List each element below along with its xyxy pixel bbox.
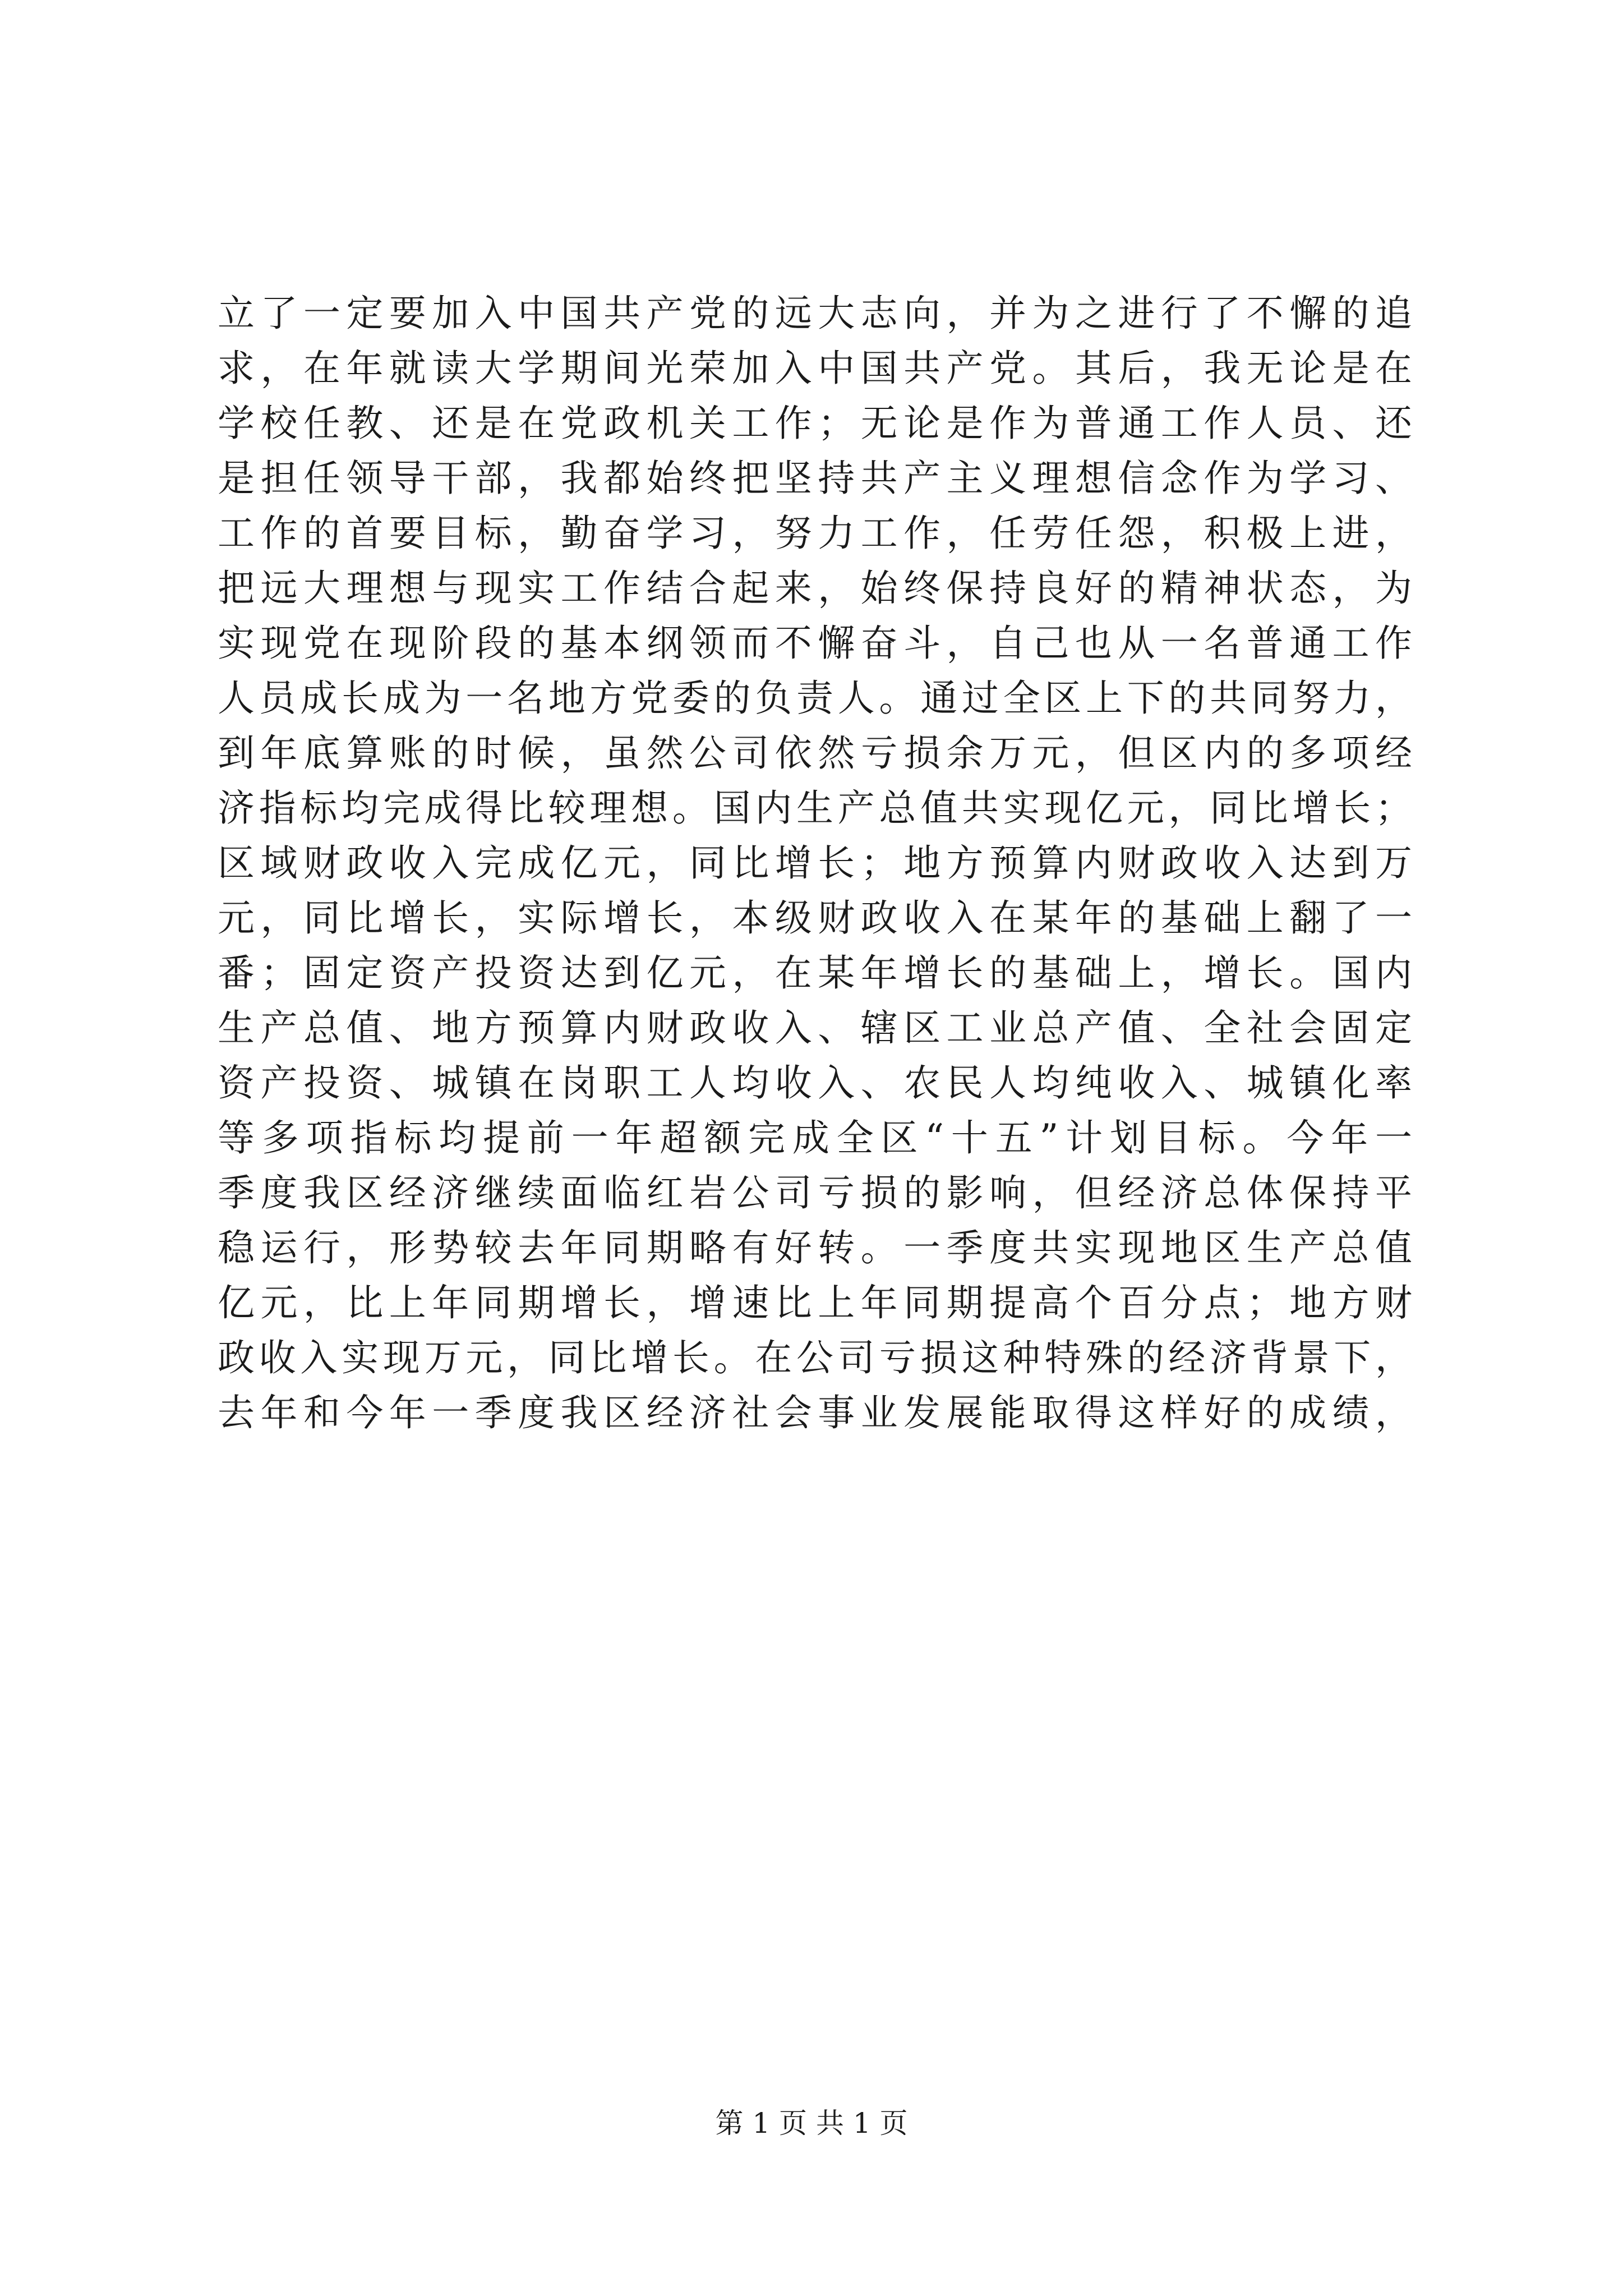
text-line: 济指标均完成得比较理想。国内生产总值共实现亿元，同比增长； xyxy=(218,786,1412,830)
text-line: 到年底算账的时候，虽然公司依然亏损余万元，但区内的多项经 xyxy=(218,731,1412,775)
text-line: 资产投资、城镇在岗职工人均收入、农民人均纯收入、城镇化率 xyxy=(218,1061,1412,1105)
body-text xyxy=(218,286,1412,1441)
text-line: 是担任领导干部，我都始终把坚持共产主义理想信念作为学习、 xyxy=(218,457,1412,500)
text-line: 求，在年就读大学期间光荣加入中国共产党。其后，我无论是在 xyxy=(218,347,1412,390)
page-footer xyxy=(0,2101,1623,2141)
text-line: 人员成长成为一名地方党委的负责人。通过全区上下的共同努力， xyxy=(218,677,1412,720)
text-line: 元，同比增长，实际增长，本级财政收入在某年的基础上翻了一 xyxy=(218,896,1412,940)
page-number-label: 第 1 页 共 1 页 xyxy=(715,2107,908,2139)
text-line: 季度我区经济继续面临红岩公司亏损的影响，但经济总体保持平 xyxy=(218,1171,1412,1214)
text-line: 学校任教、还是在党政机关工作；无论是作为普通工作人员、还 xyxy=(218,402,1412,445)
text-line: 工作的首要目标，勤奋学习，努力工作，任劳任怨，积极上进， xyxy=(218,512,1412,555)
text-line: 稳运行，形势较去年同期略有好转。一季度共实现地区生产总值 xyxy=(218,1226,1412,1269)
text-line: 区域财政收入完成亿元，同比增长；地方预算内财政收入达到万 xyxy=(218,841,1412,885)
text-line: 等多项指标均提前一年超额完成全区“十五”计划目标。今年一 xyxy=(218,1116,1412,1159)
text-line: 去年和今年一季度我区经济社会事业发展能取得这样好的成绩， xyxy=(218,1391,1412,1434)
text-line: 立了一定要加入中国共产党的远大志向，并为之进行了不懈的追 xyxy=(218,292,1412,335)
text-line: 实现党在现阶段的基本纲领而不懈奋斗，自己也从一名普通工作 xyxy=(218,622,1412,665)
text-line: 生产总值、地方预算内财政收入、辖区工业总产值、全社会固定 xyxy=(218,1006,1412,1050)
text-line: 把远大理想与现实工作结合起来，始终保持良好的精神状态，为 xyxy=(218,567,1412,610)
text-line: 番；固定资产投资达到亿元，在某年增长的基础上，增长。国内 xyxy=(218,951,1412,995)
text-line: 亿元，比上年同期增长，增速比上年同期提高个百分点；地方财 xyxy=(218,1281,1412,1324)
text-line: 政收入实现万元，同比增长。在公司亏损这种特殊的经济背景下， xyxy=(218,1336,1412,1379)
